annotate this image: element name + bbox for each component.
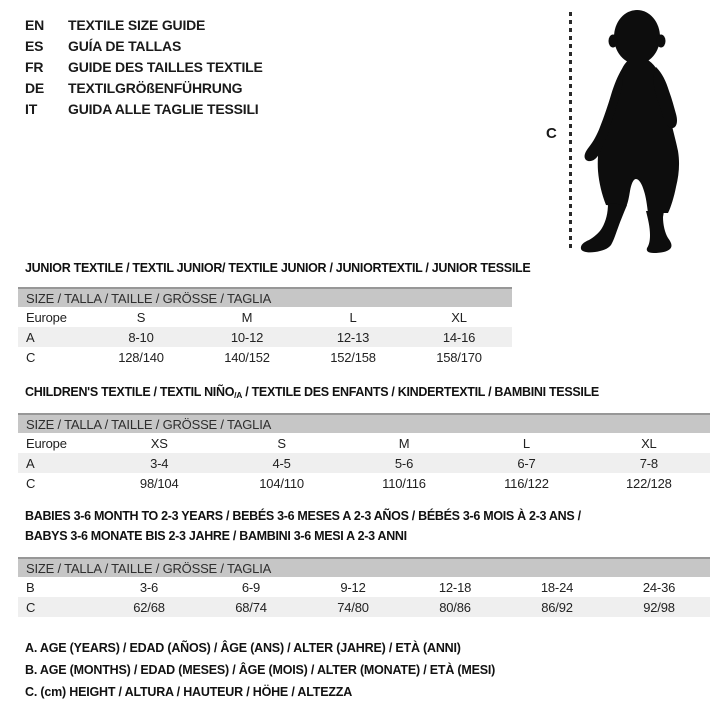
lang-row-fr: [25, 56, 263, 77]
table-header-size: SIZE / TALLA / TAILLE / GRÖSSE / TAGLIA: [18, 413, 710, 433]
lang-row-de: [25, 77, 263, 98]
note-age-years: A. AGE (YEARS) / EDAD (AÑOS) / ÂGE (ANS) / ALTER (JAHRE) / ETÀ (ANNI): [25, 641, 461, 655]
note-age-months: B. AGE (MONTHS) / EDAD (MESES) / ÂGE (MOIS) / ALTER (MONATE) / ETÀ (MESI): [25, 663, 496, 677]
cell: 14-16: [442, 329, 476, 345]
cell: S: [277, 435, 286, 451]
cell: 122/128: [626, 475, 672, 491]
cell: 158/170: [436, 349, 482, 365]
cell: 8-10: [128, 329, 154, 345]
junior-section-title: JUNIOR TEXTILE / TEXTIL JUNIOR/ TEXTILE JUNIOR / JUNIORTEXTIL / JUNIOR TESSILE: [25, 261, 531, 275]
lang-code: DE: [25, 79, 45, 96]
cell: 92/98: [643, 599, 675, 615]
cell: XL: [641, 435, 657, 451]
cell: M: [241, 309, 253, 325]
cell: 80/86: [439, 599, 471, 615]
cell: 10-12: [230, 329, 264, 345]
cell: XS: [150, 435, 168, 451]
cell: 6-9: [241, 579, 261, 595]
lang-title: TEXTILE SIZE GUIDE: [68, 16, 206, 33]
cell: 128/140: [118, 349, 164, 365]
cell: 3-4: [150, 455, 169, 471]
junior-size-table: [18, 287, 512, 367]
cell: 68/74: [235, 599, 267, 615]
cell: 7-8: [639, 455, 658, 471]
cell: 9-12: [340, 579, 366, 595]
cell: 3-6: [139, 579, 159, 595]
cell: 98/104: [139, 475, 179, 491]
babies-size-table: [18, 557, 710, 617]
cell: 62/68: [133, 599, 165, 615]
babies-section-title-line1: BABIES 3-6 MONTH TO 2-3 YEARS / BEBÉS 3-6 MESES A 2-3 AÑOS / BÉBÉS 3-6 MOIS À 2-3 ANS /: [25, 509, 581, 523]
cell: L: [349, 309, 357, 325]
lang-row-es: [25, 35, 263, 56]
cell: 24-36: [642, 579, 676, 595]
cell: S: [136, 309, 146, 325]
cell: 18-24: [540, 579, 574, 595]
cell: 104/110: [259, 475, 304, 491]
lang-row-it: [25, 98, 263, 119]
row-label: A: [26, 329, 35, 345]
children-title-post: / TEXTILE DES ENFANTS / KINDERTEXTIL / BAMBINI TESSILE: [242, 385, 599, 399]
children-title-sub: /A: [234, 390, 243, 400]
lang-title: TEXTILGRÖßENFÜHRUNG: [68, 79, 243, 96]
cell: M: [398, 435, 410, 451]
cell: 6-7: [517, 455, 536, 471]
table-row-height: [18, 597, 710, 617]
cell: 4-5: [272, 455, 291, 471]
height-measure-label: C: [546, 125, 557, 142]
cell: 12-18: [438, 579, 472, 595]
cell: L: [522, 435, 530, 451]
table-row-age-months: [18, 577, 710, 597]
lang-title: GUÍA DE TALLAS: [68, 37, 182, 54]
row-label: A: [26, 455, 35, 471]
lang-code: FR: [25, 58, 44, 75]
row-label: B: [26, 579, 35, 595]
lang-title: GUIDE DES TAILLES TEXTILE: [68, 58, 263, 75]
row-label: Europe: [26, 435, 67, 451]
lang-code: IT: [25, 100, 38, 117]
table-row-europe: [18, 307, 512, 327]
table-header-size: SIZE / TALLA / TAILLE / GRÖSSE / TAGLIA: [18, 557, 710, 577]
height-measure-dotted-line: [569, 12, 572, 250]
table-row-age: [18, 327, 512, 347]
lang-row-en: [25, 14, 263, 35]
cell: 5-6: [394, 455, 414, 471]
children-title-pre: CHILDREN'S TEXTILE / TEXTIL NIÑO: [25, 385, 235, 399]
row-label: C: [26, 599, 36, 615]
cell: 74/80: [337, 599, 369, 615]
row-label: Europe: [26, 309, 67, 325]
lang-title: GUIDA ALLE TAGLIE TESSILI: [68, 100, 259, 117]
toddler-silhouette-icon: [580, 7, 702, 253]
children-section-title: [25, 385, 599, 399]
cell: 140/152: [224, 349, 270, 365]
cell: XL: [451, 309, 467, 325]
cell: 12-13: [336, 329, 370, 345]
table-row-height: [18, 473, 710, 493]
table-header-size: SIZE / TALLA / TAILLE / GRÖSSE / TAGLIA: [18, 287, 512, 307]
table-row-height: [18, 347, 512, 367]
lang-code: ES: [25, 37, 44, 54]
cell: 86/92: [541, 599, 573, 615]
cell: 152/158: [330, 349, 376, 365]
note-height-cm: C. (cm) HEIGHT / ALTURA / HAUTEUR / HÖHE / ALTEZZA: [25, 685, 353, 699]
cell: 110/116: [382, 475, 426, 491]
table-row-europe: [18, 433, 710, 453]
children-size-table: [18, 413, 710, 493]
table-row-age: [18, 453, 710, 473]
row-label: C: [26, 349, 36, 365]
row-label: C: [26, 475, 36, 491]
cell: 116/122: [504, 475, 549, 491]
babies-section-title-line2: BABYS 3-6 MONATE BIS 2-3 JAHRE / BAMBINI 3-6 MESI A 2-3 ANNI: [25, 529, 407, 543]
lang-code: EN: [25, 16, 45, 33]
language-title-list: [25, 14, 263, 119]
